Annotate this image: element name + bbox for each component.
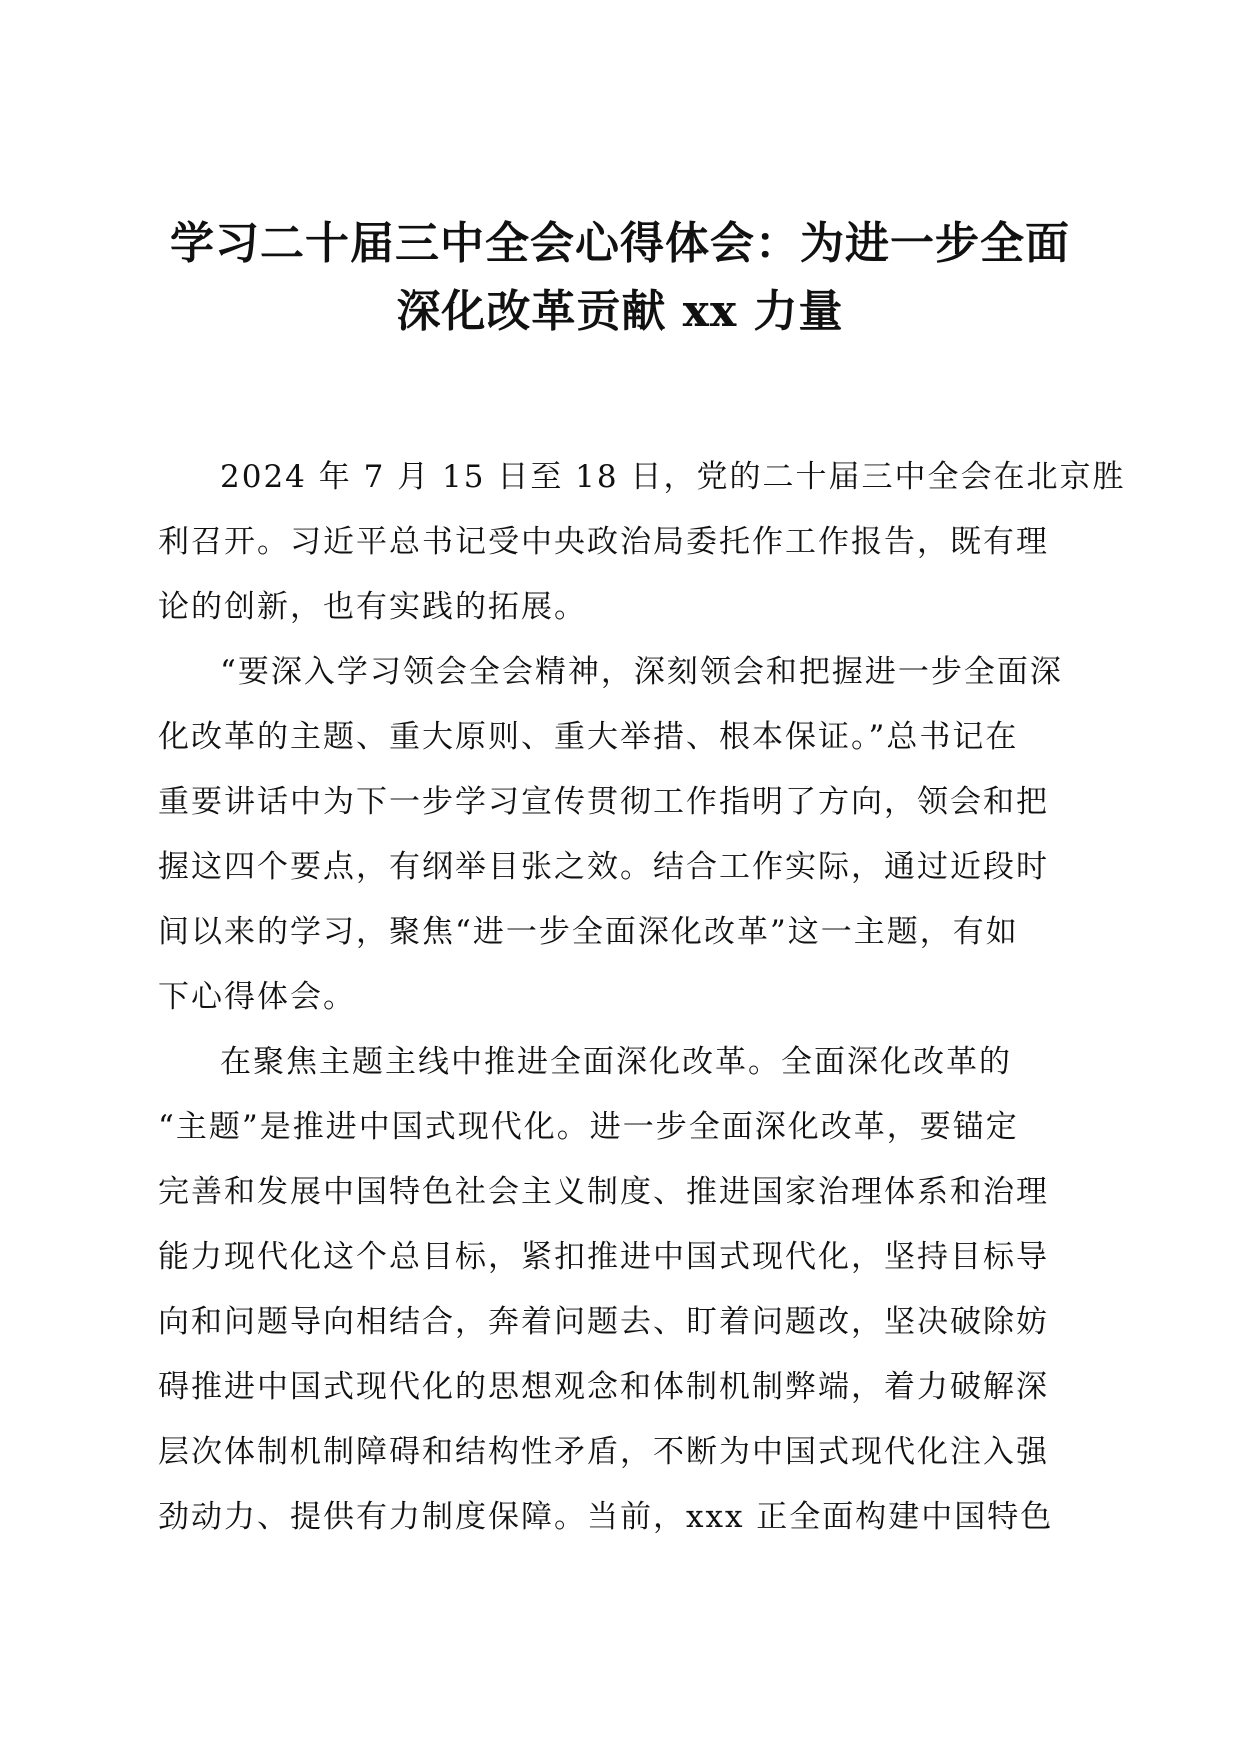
paragraph-line: 下心得体会。 [158,979,356,1015]
paragraph-1 [158,445,1126,640]
paragraph-line: 完善和发展中国特色社会主义制度、推进国家治理体系和治理 [158,1174,1049,1210]
paragraph-line: 层次体制机制障碍和结构性矛盾，不断为中国式现代化注入强 [158,1434,1049,1470]
paragraph-line: 重要讲话中为下一步学习宣传贯彻工作指明了方向，领会和把 [158,784,1049,820]
paragraph-line: 2024 年 7 月 15 日至 18 日，党的二十届三中全会在北京胜 [220,459,1126,495]
title-line-1: 学习二十届三中全会心得体会：为进一步全面 [170,218,1070,269]
paragraph-line: “主题”是推进中国式现代化。进一步全面深化改革，要锚定 [158,1109,1019,1145]
paragraph-line: 论的创新，也有实践的拓展。 [158,589,587,625]
paragraph-2 [158,640,1080,1030]
paragraph-line: 能力现代化这个总目标，紧扣推进中国式现代化，坚持目标导 [158,1239,1049,1275]
paragraph-line: 握这四个要点，有纲举目张之效。结合工作实际，通过近段时 [158,849,1049,885]
paragraph-line: 化改革的主题、重大原则、重大举措、根本保证。”总书记在 [158,719,1019,755]
paragraph-line: 间以来的学习，聚焦“进一步全面深化改革”这一主题，有如 [158,914,1019,950]
paragraph-line: 向和问题导向相结合，奔着问题去、盯着问题改，坚决破除妨 [158,1304,1049,1340]
paragraph-line: “要深入学习领会全会精神，深刻领会和把握进一步全面深 [220,654,1063,690]
paragraph-line: 碍推进中国式现代化的思想观念和体制机制弊端，着力破解深 [158,1369,1049,1405]
paragraph-line: 在聚焦主题主线中推进全面深化改革。全面深化改革的 [220,1044,1012,1080]
paragraph-line: 利召开。习近平总书记受中央政治局委托作工作报告，既有理 [158,524,1049,560]
paragraph-line: 劲动力、提供有力制度保障。当前，xxx 正全面构建中国特色 [158,1499,1054,1535]
document-body [158,445,1126,1550]
paragraph-3 [158,1030,1080,1550]
title-line-2: 深化改革贡献 xx 力量 [396,286,844,337]
document-title [150,210,1090,346]
